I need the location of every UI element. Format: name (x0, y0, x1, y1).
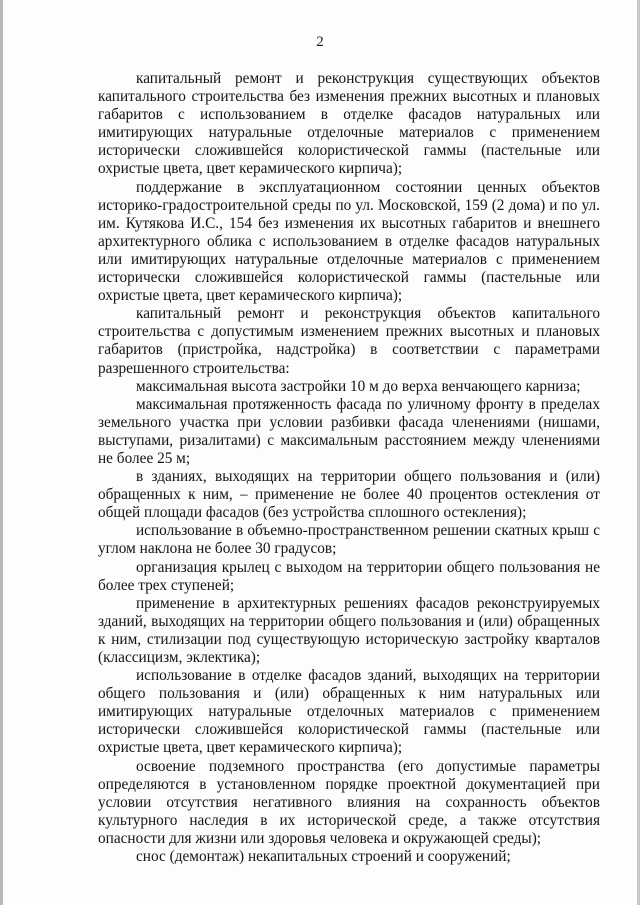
paragraph: поддержание в эксплуатационном состоянии ценных объектов историко-градостроительной среды по ул. Московской, 159 (2 дома) и по ул. им. Кутякова И.С., 154 без изменения их высотных габаритов и внешнего архитектурного облика с использованием в отделке фасадов натуральных или имитирующих натуральные отделочные материалов с применением исторически сложившейся колористической гаммы (пастельные или охристые цвета, цвет керамического кирпича); (98, 178, 600, 305)
paragraph: снос (демонтаж) некапитальных строений и сооружений; (136, 848, 511, 866)
paragraph: максимальная протяженность фасада по уличному фронту в пределах земельного участка при условии разбивки фасада членениями (нишами, выступами, ризалитами) с максимальным расстоянием между членениями не более 25 м; (98, 395, 600, 467)
document-body (98, 70, 600, 866)
page-number: 2 (316, 34, 324, 50)
paragraph: организация крылец с выходом на территории общего пользования не более трех ступеней; (98, 558, 600, 594)
paragraph: капитальный ремонт и реконструкция объектов капитального строительства с допустимым изменением прежних высотных и плановых габаритов (пристройка, надстройка) в соответствии с параметрами разрешенного строительства: (98, 305, 600, 377)
paragraph: в зданиях, выходящих на территории общего пользования и (или) обращенных к ним, – применение не более 40 процентов остекления от общей площади фасадов (без устройства сплошного остекления); (98, 468, 600, 522)
paragraph: использование в объемно-пространственном решении скатных крыш с углом наклона не более 30 градусов; (98, 522, 600, 558)
paragraph: применение в архитектурных решениях фасадов реконструируемых зданий, выходящих на территории общего пользования и (или) обращенных к ним, стилизации под существующую историческую застройку кварталов (классицизм, эклектика); (98, 594, 600, 666)
paragraph: освоение подземного пространства (его допустимые параметры определяются в установленном порядке проектной документацией при условии отсутствия негативного влияния на сохранность объектов культурного наследия в их исторической среде, а также отсутствия опасности для жизни или здоровья человека и окружающей среды); (98, 757, 600, 847)
paragraph: максимальная высота застройки 10 м до верха венчающего карниза; (136, 377, 581, 395)
paragraph: капитальный ремонт и реконструкция существующих объектов капитального строительства без изменения прежних высотных и плановых габаритов с использованием в отделке фасадов натуральных или имитирующих натуральные отделочные материалов с применением исторически сложившейся колористической гаммы (пастельные или охристые цвета, цвет керамического кирпича); (98, 70, 600, 178)
paragraph: использование в отделке фасадов зданий, выходящих на территории общего пользования и (или) обращенных к ним натуральных или имитирующих натуральные отделочных материалов с применением исторически сложившейся колористической гаммы (пастельные или охристые цвета, цвет керамического кирпича); (98, 667, 600, 757)
